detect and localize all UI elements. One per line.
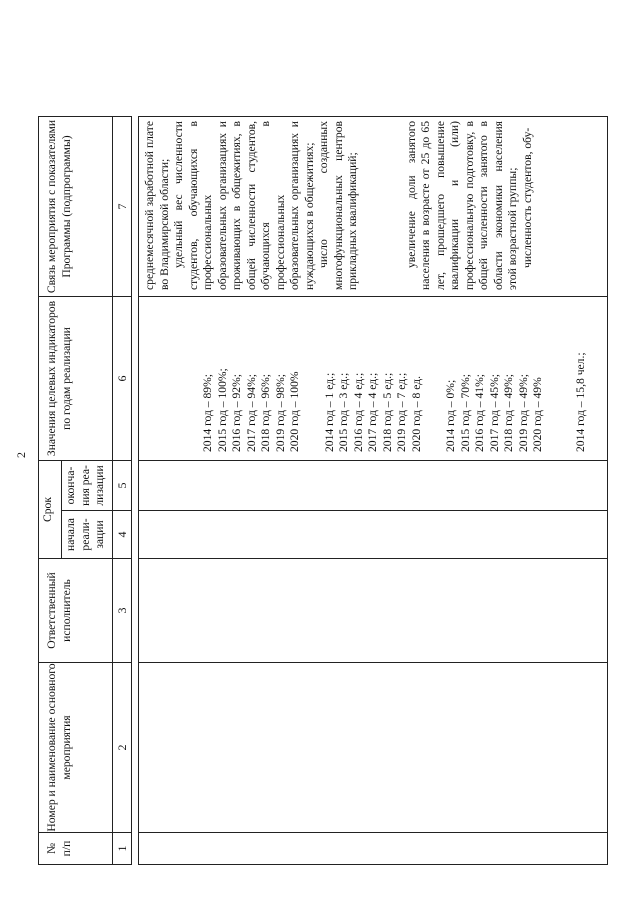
- indicator-group-1: [201, 297, 303, 452]
- indicator-line: 2016 год – 4 ед.;: [351, 372, 365, 452]
- header-row-1: [39, 117, 62, 865]
- cell-start: [139, 511, 608, 559]
- indicator-line: 2017 год – 45%;: [487, 374, 501, 452]
- cell-responsible: [139, 559, 608, 663]
- header-number: № п/п: [39, 833, 113, 865]
- indicator-line: 2017 год – 4 ед.;: [366, 372, 379, 452]
- indicator-line: 2014 год – 89%;: [201, 374, 214, 452]
- column-number-1: 1: [113, 833, 132, 865]
- column-number-7: 7: [113, 117, 132, 297]
- table-row: [139, 117, 608, 865]
- cell-end: [139, 461, 608, 511]
- indicator-line: 2019 год – 7 ед.;: [395, 372, 408, 452]
- column-number-4: 4: [113, 511, 132, 559]
- indicator-group-3: [444, 297, 546, 452]
- column-numbers-row: [113, 117, 132, 865]
- indicator-group-4: [574, 297, 589, 452]
- column-number-2: 2: [113, 663, 132, 833]
- header-program-link: Связь мероприятия с показателями Программы (подпрограммы): [39, 117, 113, 297]
- indicator-line: 2020 год – 8 ед.: [409, 376, 423, 452]
- header-end: оконча-ния реа-лизации: [62, 461, 113, 511]
- link-paragraph-3: число созданных многофункциональных центров прикладных квалификаций;: [317, 121, 359, 290]
- column-number-6: 6: [113, 297, 132, 461]
- header-responsible: Ответственный исполнитель: [39, 559, 113, 663]
- indicator-line: 2020 год – 49%: [531, 377, 544, 452]
- indicator-line: 2020 год – 100%: [288, 371, 301, 452]
- indicator-line: 2014 год – 15,8 чел.;: [573, 352, 587, 452]
- indicator-line: 2016 год – 92%;: [230, 374, 243, 452]
- spacer-row: [132, 117, 139, 865]
- indicator-line: 2014 год – 0%;: [444, 379, 457, 452]
- measures-table: [38, 116, 608, 865]
- cell-number: [139, 833, 608, 865]
- header-start: начала реали-зации: [62, 511, 113, 559]
- column-number-5: 5: [113, 461, 132, 511]
- indicator-line: 2018 год – 5 ед.;: [380, 372, 394, 452]
- cell-program-link: [139, 117, 608, 297]
- indicator-line: 2014 год – 1 ед.;: [322, 372, 336, 452]
- indicator-line: 2019 год – 98%;: [273, 374, 287, 452]
- link-paragraph-5: численность студентов, обу-: [520, 127, 534, 268]
- column-number-3: 3: [113, 559, 132, 663]
- page-number: 2: [14, 452, 28, 458]
- indicator-line: 2015 год – 100%;: [215, 368, 229, 452]
- indicator-line: 2015 год – 70%;: [458, 374, 472, 452]
- indicator-line: 2015 год – 3 ед.;: [337, 372, 350, 452]
- indicator-line: 2016 год – 41%;: [473, 374, 486, 452]
- indicator-line: 2019 год – 49%;: [516, 374, 530, 452]
- link-paragraph-4: увеличение доли занятого населения в возрасте от 25 до 65 лет, прошедшего повышение квалификации и (или) профессиональную подготовку, в общей численности занятого в области экономики населения этой возрастной группы;: [404, 121, 519, 290]
- cell-indicator-values: [139, 297, 608, 461]
- link-paragraph-1: среднемесячной заработной плате во Владимирской области;: [143, 121, 171, 290]
- indicator-line: 2018 год – 96%;: [259, 374, 272, 452]
- header-term: Срок: [39, 461, 62, 559]
- indicator-line: 2017 год – 94%;: [244, 374, 258, 452]
- link-paragraph-2: удельный вес численности студентов, обучающихся в профессиональных образовательных организациях и проживающих в общежитиях, в общей численности студентов, обучающихся в профессиональных образовательных организациях и нуждающихся в общежитиях;: [172, 121, 316, 290]
- cell-measure-name: [139, 663, 608, 833]
- indicator-group-2: [323, 297, 425, 452]
- header-measure-name: Номер и наименование основного мероприятия: [39, 663, 113, 833]
- indicator-line: 2018 год – 49%;: [502, 374, 515, 452]
- header-indicator-values: Значения целевых индикаторов по годам реализации: [39, 297, 113, 461]
